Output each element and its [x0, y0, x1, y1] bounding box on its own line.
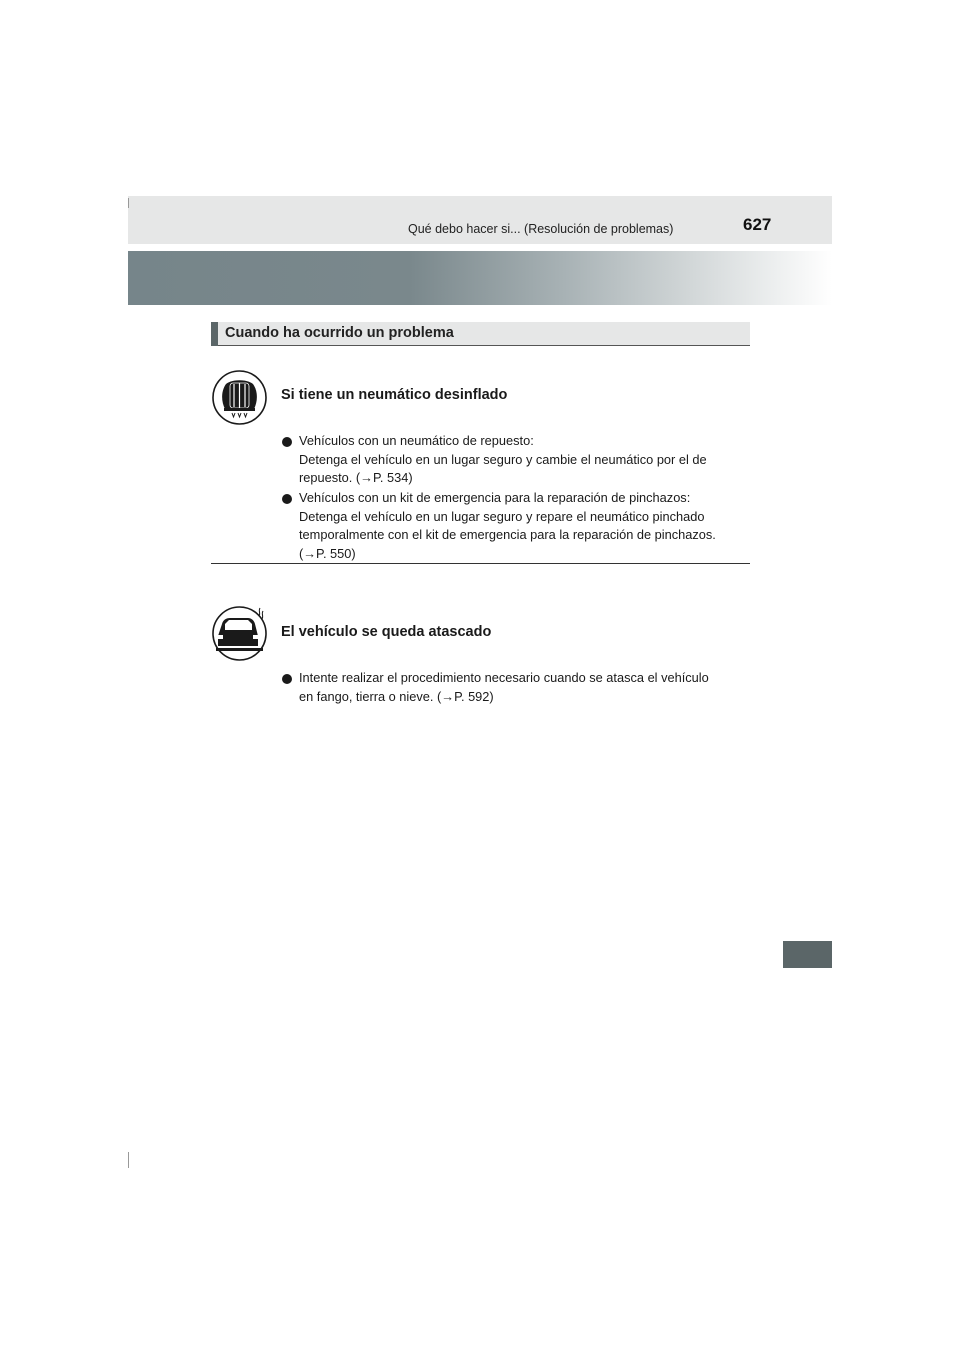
text-line: Vehículos con un kit de emergencia para la reparación de pinchazos:	[299, 490, 691, 505]
crop-mark	[128, 198, 129, 208]
section-divider	[211, 563, 750, 564]
bullet-text-stuck-vehicle	[299, 669, 747, 706]
item-title-flat-tire: Si tiene un neumático desinflado	[281, 387, 508, 403]
bullet-marker	[282, 437, 292, 447]
text-line: temporalmente con el kit de emergencia para la reparación de pinchazos.	[299, 527, 716, 542]
bullet-marker	[282, 494, 292, 504]
chapter-band	[128, 251, 832, 305]
text-line: repuesto. (→P. 534)	[299, 470, 413, 485]
text-line: Vehículos con un neumático de repuesto:	[299, 433, 534, 448]
text-line: Intente realizar el procedimiento necesario cuando se atasca el vehículo	[299, 670, 709, 685]
crop-mark	[128, 1152, 129, 1168]
header-bar	[128, 196, 832, 244]
bullet-marker	[282, 674, 292, 684]
text-line: Detenga el vehículo en un lugar seguro y repare el neumático pinchado	[299, 508, 705, 524]
bullet-text-repair-kit	[299, 489, 747, 563]
bullet-text-spare-tire	[299, 432, 747, 488]
flat-tire-icon	[212, 370, 267, 425]
section-accent	[211, 322, 218, 346]
running-head: Qué debo hacer si... (Resolución de problemas)	[408, 222, 674, 236]
text-line: Detenga el vehículo en un lugar seguro y cambie el neumático por el de	[299, 451, 707, 467]
chapter-thumb-tab	[783, 941, 832, 968]
item-title-stuck-vehicle: El vehículo se queda atascado	[281, 624, 492, 640]
section-header	[211, 322, 750, 346]
stuck-vehicle-icon	[212, 606, 267, 661]
page-number: 627	[743, 215, 772, 234]
section-title: Cuando ha ocurrido un problema	[225, 325, 454, 341]
text-line: en fango, tierra o nieve. (→P. 592)	[299, 688, 494, 704]
text-line: (→P. 550)	[299, 545, 356, 561]
